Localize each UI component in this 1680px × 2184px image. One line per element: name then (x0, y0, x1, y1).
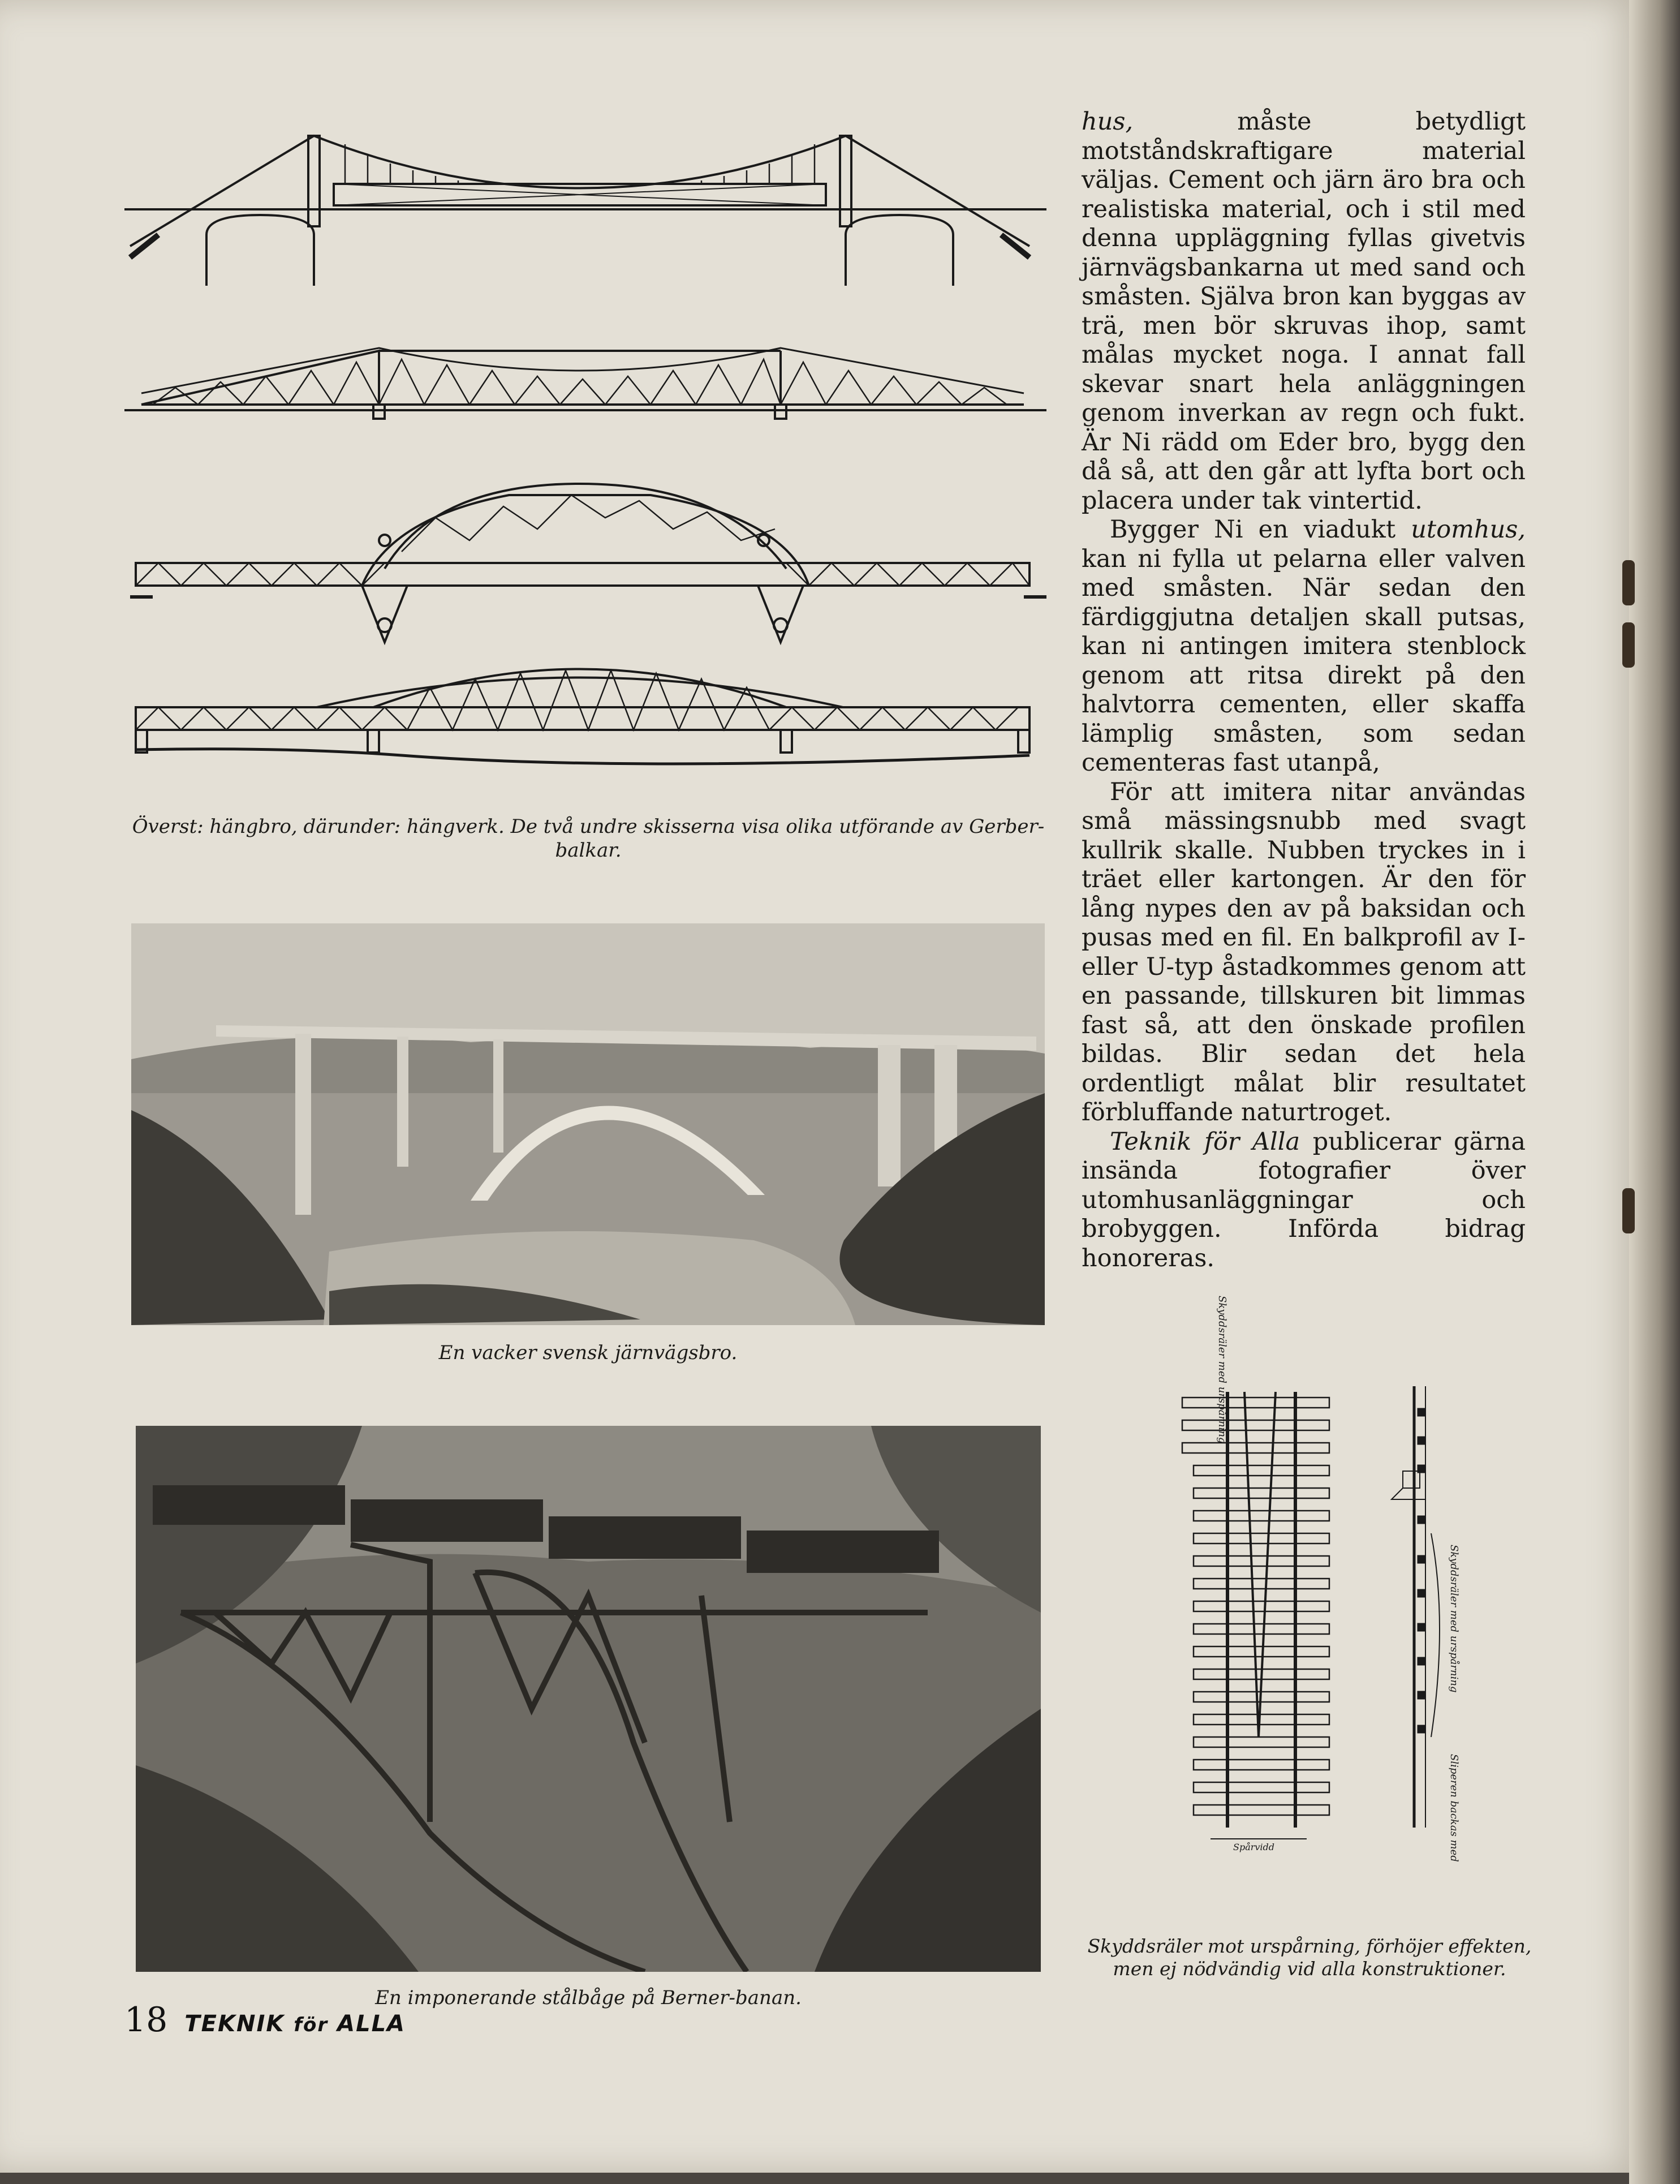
magazine-name (184, 2011, 406, 2037)
binding-hole (1622, 622, 1635, 668)
track-sleepers (1182, 1398, 1329, 1815)
article-paragraph-2 (1082, 515, 1526, 778)
rail-caption: Skyddsräler mot urspårning, förhöjer effekten, men ej nödvändig vid alla konstruktioner. (1087, 1935, 1532, 1980)
article-paragraph-4 (1082, 1128, 1526, 1274)
photo2-caption: En imponerande stålbåge på Berner-banan. (375, 1987, 802, 2009)
paragraph-text: publicerar gärna insända fotografier över utomhusanläggningar och brobyggen. Införda bidrag honoreras. (1082, 1127, 1526, 1272)
berner-steel-arch-photo (136, 1426, 1041, 1972)
page-number: 18 (124, 2000, 168, 2040)
paragraph-text: kan ni fylla ut pelarna eller valven med småsten. När sedan den färdiggjutna detaljen skall putsas, kan ni antingen imitera stenblock genom att ritsa direkt på den halvtorra cementen, eller skaffa lämplig småsten, som sedan cementeras fast utanpå, (1082, 544, 1526, 777)
article-paragraph-1 (1082, 108, 1526, 515)
gerber-beam-sketch-2 (136, 669, 1029, 764)
binding-hole (1622, 560, 1635, 605)
guard-side-label: Skyddsräler med urspårning (1448, 1545, 1460, 1693)
binding-hole (1622, 1188, 1635, 1233)
side-profile (1392, 1386, 1440, 1828)
magazine-name-part: för (294, 2014, 329, 2036)
article-paragraph-3: För att imitera nitar användas små mässingsnubb med svagt kullrik skalle. Nubben tryckes in i träet eller kartongen. Är den för lång nypes den av på baksidan och pusas med en fil. En balkprofil av I- eller U-typ åstadkommes genom att en passande, tillskuren bit limmas fast så, att den önskade profilen bildas. Blir sedan det hela ordentligt målat blir resultatet förbluffande naturtroget. (1082, 777, 1526, 1127)
article-text-column (1082, 108, 1526, 1273)
sleepers-label: Sliperen backas med (1448, 1754, 1460, 1862)
rails (1227, 1392, 1295, 1828)
hangverk-sketch (124, 348, 1046, 419)
guard-top-label: Skyddsräler med urspårning (1216, 1296, 1228, 1444)
paragraph-text: måste betydligt motståndskraftigare material väljas. Cement och järn äro bra och realistiska material, och i stil med denna uppläggning fyllas givetvis järnvägsbankarna ut med sand och småsten. Själva bron kan byggas av trä, men bör skruvas ihop, samt målas mycket noga. I annat fall skevar snart hela anläggningen genom inverkan av regn och fukt. Är Ni rädd om Eder bro, bygg den då så, att den går att lyfta bort och placera under tak vintertid. (1082, 108, 1526, 515)
swedish-railway-bridge-photo (131, 923, 1045, 1325)
magazine-name-part: TEKNIK (184, 2011, 285, 2037)
diagram-caption: Överst: hängbro, därunder: hängverk. De två undre skisserna visa olika utförande av Gerber-balkar. (132, 815, 1045, 862)
gerber-beam-sketch-1 (130, 484, 1046, 642)
suspension-bridge-sketch (124, 136, 1046, 286)
paragraph-emphasis: utomhus, (1411, 515, 1526, 544)
page-edge (1629, 0, 1680, 2184)
paragraph-text: Bygger Ni en viadukt (1110, 515, 1411, 544)
paragraph-lead-word: hus, (1082, 108, 1134, 136)
gauge-label: Spårvidd (1233, 1842, 1275, 1852)
photo1-caption: En vacker svensk järnvägsbro. (438, 1342, 738, 1364)
bridge-diagrams (119, 122, 1052, 778)
page-footer (124, 2000, 406, 2040)
magazine-name-part: ALLA (337, 2011, 406, 2037)
guard-rail-diagram (1165, 1284, 1527, 1929)
magazine-name-inline: Teknik för Alla (1110, 1127, 1300, 1156)
